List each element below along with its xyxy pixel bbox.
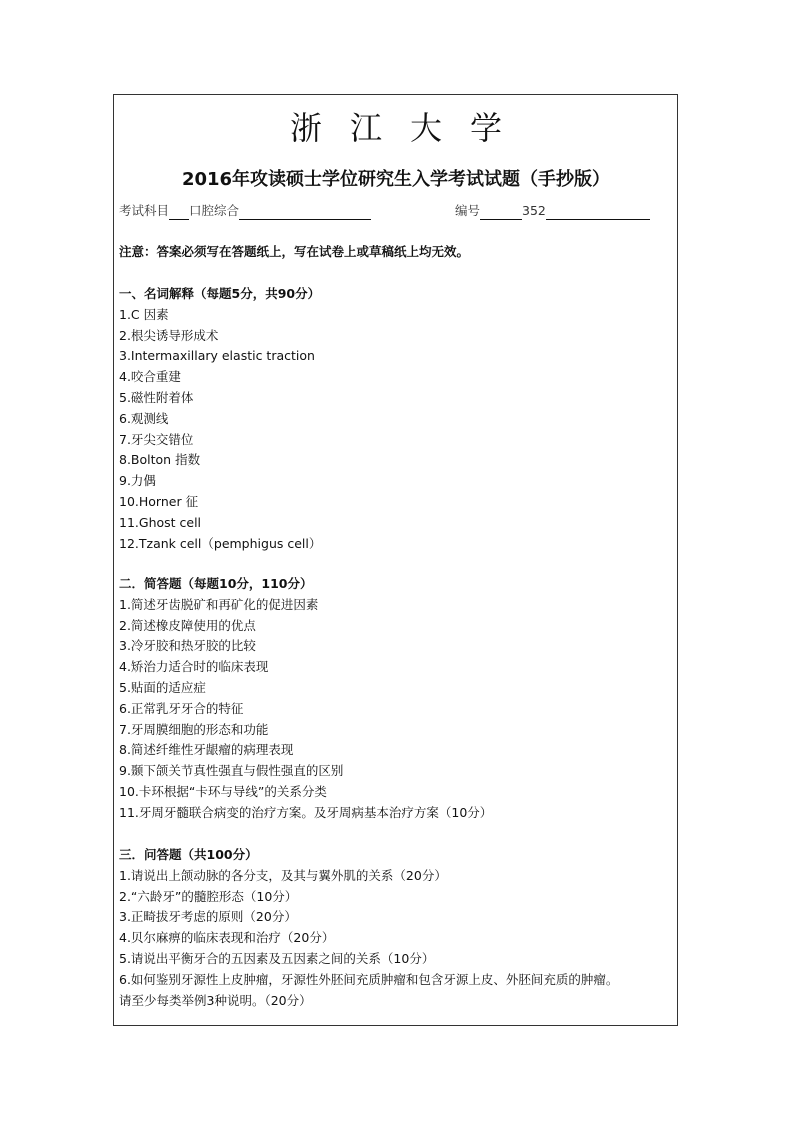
section-terms	[119, 284, 675, 554]
question-item: 4.咬合重建	[119, 369, 181, 385]
question-item: 6.观测线	[119, 410, 169, 426]
question-item: 5.贴面的适应症	[119, 679, 206, 695]
question-item: 7.牙周膜细胞的形态和功能	[119, 721, 269, 737]
question-item-continued: 请至少每类举例3种说明。（20分）	[119, 992, 312, 1008]
question-item: 1.简述牙齿脱矿和再矿化的促进因素	[119, 596, 319, 612]
question-item: 3.冷牙胶和热牙胶的比较	[119, 638, 256, 654]
question-item: 5.磁性附着体	[119, 389, 194, 405]
question-item: 1.C 因素	[119, 306, 169, 322]
question-item: 4.贝尔麻痹的临床表现和治疗（20分）	[119, 930, 335, 946]
question-item: 7.牙尖交错位	[119, 431, 194, 447]
question-item: 9.力偶	[119, 473, 156, 489]
question-item: 9.颞下颌关节真性强直与假性强直的区别	[119, 763, 344, 779]
university-title: 浙江大学	[289, 109, 530, 147]
subject-line	[119, 202, 371, 220]
question-item: 3.正畸拔牙考虑的原则（20分）	[119, 909, 297, 925]
subject-label: 考试科目	[119, 203, 170, 218]
question-item: 1.请说出上颌动脉的各分支，及其与翼外肌的关系（20分）	[119, 867, 447, 883]
question-item: 2.“六龄牙”的髓腔形态（10分）	[119, 888, 298, 904]
code-line	[455, 202, 650, 220]
section-essay	[119, 845, 675, 1011]
section-short-answer	[119, 574, 675, 824]
question-item: 8.简述纤维性牙龈瘤的病理表现	[119, 742, 294, 758]
notice: 注意：答案必须写在答题纸上，写在试卷上或草稿纸上均无效。	[119, 244, 470, 259]
question-item: 6.正常乳牙牙合的特征	[119, 700, 244, 716]
question-item: 11.牙周牙髓联合病变的治疗方案。及牙周病基本治疗方案（10分）	[119, 804, 493, 820]
code-value: 352	[522, 203, 546, 218]
question-item: 12.Tzank cell（pemphigus cell）	[119, 535, 322, 551]
question-item: 2.根尖诱导形成术	[119, 327, 219, 343]
question-item: 8.Bolton 指数	[119, 452, 201, 468]
question-item: 10.卡环根据“卡环与导线”的关系分类	[119, 783, 327, 799]
exam-title: 2016年攻读硕士学位研究生入学考试试题（手抄版）	[181, 169, 611, 190]
question-item: 11.Ghost cell	[119, 514, 202, 530]
section-heading: 三．问答题（共100分）	[119, 847, 258, 862]
question-item: 2.简述橡皮障使用的优点	[119, 617, 256, 633]
code-label: 编号	[455, 203, 481, 218]
question-item: 10.Horner 征	[119, 493, 199, 509]
section-heading: 一、名词解释（每题5分，共90分）	[119, 286, 321, 301]
question-item: 5.请说出平衡牙合的五因素及五因素之间的关系（10分）	[119, 950, 435, 966]
question-item: 6.如何鉴别牙源性上皮肿瘤，牙源性外胚间充质肿瘤和包含牙源上皮、外胚间充质的肿瘤。	[119, 971, 619, 987]
question-item: 4.矫治力适合时的临床表现	[119, 659, 269, 675]
section-heading: 二．简答题（每题10分，110分）	[119, 576, 313, 591]
question-item: 3.Intermaxillary elastic traction	[119, 348, 315, 364]
subject-value: 口腔综合	[189, 203, 240, 218]
